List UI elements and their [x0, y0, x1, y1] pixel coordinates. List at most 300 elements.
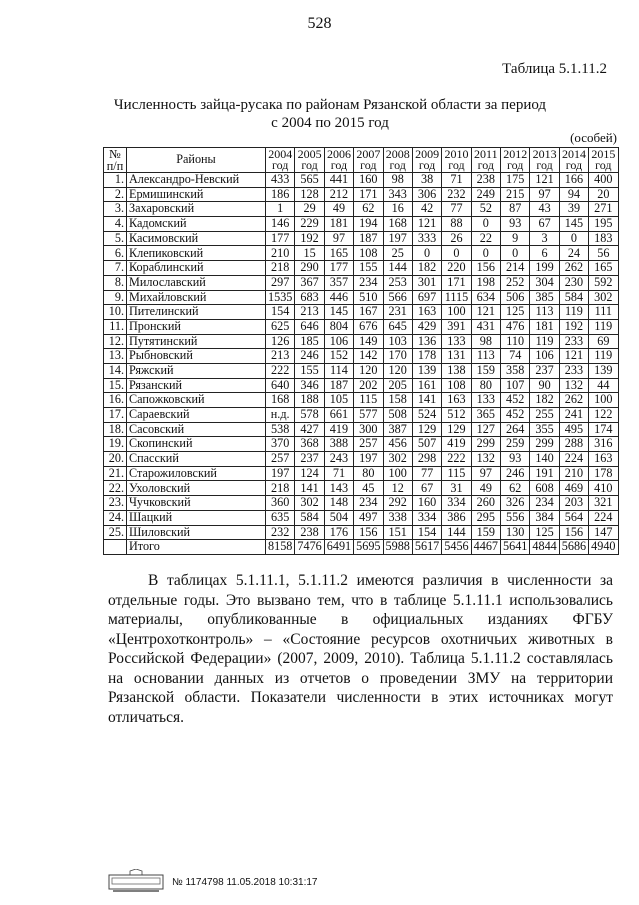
population-value: 584 [295, 510, 324, 525]
header-year-value: 2008 [385, 147, 410, 161]
population-value: 218 [266, 261, 295, 276]
district-name: Клепиковский [127, 246, 266, 261]
population-value: 130 [501, 525, 530, 540]
population-value: 367 [295, 275, 324, 290]
table-row [104, 275, 619, 290]
population-value: 16 [383, 202, 412, 217]
population-value: 271 [589, 202, 618, 217]
population-value: 306 [412, 187, 441, 202]
population-value: 469 [559, 481, 588, 496]
population-value: 360 [266, 496, 295, 511]
population-value: 93 [501, 217, 530, 232]
header-year [501, 148, 530, 173]
population-value: 429 [412, 319, 441, 334]
row-number: 24. [104, 510, 127, 525]
population-value: 26 [442, 231, 471, 246]
population-value: 44 [589, 378, 618, 393]
population-value: 69 [589, 334, 618, 349]
total-value: 6491 [324, 540, 353, 555]
population-value: 192 [559, 319, 588, 334]
population-value: 77 [442, 202, 471, 217]
header-year-suffix: год [418, 158, 436, 172]
population-value: 512 [442, 408, 471, 423]
population-value: 94 [559, 187, 588, 202]
total-label: Итого [127, 540, 266, 555]
population-value: 171 [442, 275, 471, 290]
header-year [442, 148, 471, 173]
table-row [104, 437, 619, 452]
population-value: 302 [295, 496, 324, 511]
population-value: 136 [412, 334, 441, 349]
total-number-blank [104, 540, 127, 555]
population-value: 143 [324, 481, 353, 496]
population-value: 238 [295, 525, 324, 540]
population-value: 181 [530, 319, 559, 334]
population-value: 107 [501, 378, 530, 393]
population-value: 301 [412, 275, 441, 290]
row-number: 9. [104, 290, 127, 305]
population-value: 119 [530, 334, 559, 349]
population-value: 158 [383, 393, 412, 408]
population-value: 182 [530, 393, 559, 408]
population-value: 198 [471, 275, 500, 290]
population-value: 133 [471, 393, 500, 408]
district-name: Кадомский [127, 217, 266, 232]
population-value: 56 [589, 246, 618, 261]
district-name: Касимовский [127, 231, 266, 246]
population-value: 155 [354, 261, 383, 276]
population-value: 0 [501, 246, 530, 261]
district-name: Старожиловский [127, 466, 266, 481]
district-name: Сараевский [127, 408, 266, 423]
population-value: 176 [324, 525, 353, 540]
population-value: 12 [383, 481, 412, 496]
population-value: 0 [471, 217, 500, 232]
row-number: 19. [104, 437, 127, 452]
population-value: 264 [501, 422, 530, 437]
district-name: Ряжский [127, 363, 266, 378]
population-value: 133 [442, 334, 471, 349]
population-value: 388 [324, 437, 353, 452]
population-value: 262 [559, 261, 588, 276]
header-year-value: 2009 [415, 147, 440, 161]
row-number: 15. [104, 378, 127, 393]
population-value: 456 [383, 437, 412, 452]
population-value: 304 [530, 275, 559, 290]
population-value: 186 [266, 187, 295, 202]
row-number: 14. [104, 363, 127, 378]
population-value: 506 [501, 290, 530, 305]
population-value: 97 [324, 231, 353, 246]
population-value: 365 [471, 408, 500, 423]
header-year-suffix: год [389, 158, 406, 172]
population-value: 165 [324, 246, 353, 261]
population-value: 297 [266, 275, 295, 290]
population-value: 661 [324, 408, 353, 423]
total-value: 5617 [412, 540, 441, 555]
district-name: Рыбновский [127, 349, 266, 364]
population-value: 183 [589, 231, 618, 246]
population-value: 62 [501, 481, 530, 496]
row-number: 3. [104, 202, 127, 217]
population-value: 299 [530, 437, 559, 452]
row-number: 16. [104, 393, 127, 408]
population-value: 167 [354, 305, 383, 320]
population-value: 243 [324, 452, 353, 467]
population-value: 145 [559, 217, 588, 232]
population-value: 300 [354, 422, 383, 437]
population-value: 119 [559, 305, 588, 320]
row-number: 20. [104, 452, 127, 467]
population-value: 592 [589, 275, 618, 290]
population-value: 9 [501, 231, 530, 246]
population-value: 108 [442, 378, 471, 393]
population-value: 132 [559, 378, 588, 393]
population-value: 121 [471, 305, 500, 320]
population-value: 202 [354, 378, 383, 393]
population-value: 110 [501, 334, 530, 349]
district-name: Рязанский [127, 378, 266, 393]
population-value: н.д. [266, 408, 295, 423]
header-year-value: 2010 [444, 147, 469, 161]
population-value: 15 [295, 246, 324, 261]
population-value: 43 [530, 202, 559, 217]
population-value: 419 [442, 437, 471, 452]
population-value: 431 [471, 319, 500, 334]
row-number: 13. [104, 349, 127, 364]
population-value: 495 [559, 422, 588, 437]
total-value: 4844 [530, 540, 559, 555]
header-year-value: 2005 [297, 147, 322, 161]
population-value: 338 [383, 510, 412, 525]
table-row [104, 496, 619, 511]
population-value: 156 [354, 525, 383, 540]
population-value: 160 [412, 496, 441, 511]
population-value: 49 [471, 481, 500, 496]
population-value: 295 [471, 510, 500, 525]
population-value: 29 [295, 202, 324, 217]
population-value: 577 [354, 408, 383, 423]
population-value: 100 [442, 305, 471, 320]
population-value: 538 [266, 422, 295, 437]
population-value: 400 [589, 173, 618, 188]
population-value: 556 [501, 510, 530, 525]
district-name: Шацкий [127, 510, 266, 525]
population-value: 232 [442, 187, 471, 202]
table-row [104, 393, 619, 408]
population-value: 386 [442, 510, 471, 525]
population-value: 181 [324, 217, 353, 232]
population-value: 22 [471, 231, 500, 246]
population-value: 97 [471, 466, 500, 481]
population-value: 188 [295, 393, 324, 408]
header-year [412, 148, 441, 173]
population-value: 148 [324, 496, 353, 511]
table-row [104, 305, 619, 320]
table-row [104, 378, 619, 393]
population-value: 452 [501, 393, 530, 408]
header-year-value: 2011 [474, 147, 498, 161]
population-value: 507 [412, 437, 441, 452]
population-value: 149 [354, 334, 383, 349]
table-row [104, 481, 619, 496]
population-value: 80 [354, 466, 383, 481]
population-value: 25 [383, 246, 412, 261]
population-value: 119 [589, 349, 618, 364]
population-value: 316 [589, 437, 618, 452]
row-number: 11. [104, 319, 127, 334]
population-value: 290 [295, 261, 324, 276]
registry-stamp-icon [108, 869, 164, 895]
population-value: 24 [559, 246, 588, 261]
header-year [295, 148, 324, 173]
population-value: 113 [530, 305, 559, 320]
population-value: 0 [471, 246, 500, 261]
total-value: 4467 [471, 540, 500, 555]
total-value: 5686 [559, 540, 588, 555]
population-value: 212 [324, 187, 353, 202]
district-name: Сасовский [127, 422, 266, 437]
total-value: 4940 [589, 540, 618, 555]
population-value: 203 [559, 496, 588, 511]
population-value: 804 [324, 319, 353, 334]
population-value: 178 [412, 349, 441, 364]
header-year-value: 2015 [591, 147, 616, 161]
population-value: 80 [471, 378, 500, 393]
population-value: 31 [442, 481, 471, 496]
population-value: 194 [354, 217, 383, 232]
population-value: 387 [383, 422, 412, 437]
population-value: 355 [530, 422, 559, 437]
population-value: 0 [442, 246, 471, 261]
population-value: 257 [354, 437, 383, 452]
table-row [104, 202, 619, 217]
population-value: 141 [295, 481, 324, 496]
table-row [104, 290, 619, 305]
header-year-suffix: год [595, 158, 612, 172]
district-name: Спасский [127, 452, 266, 467]
population-value: 103 [383, 334, 412, 349]
population-value: 326 [501, 496, 530, 511]
population-value: 298 [412, 452, 441, 467]
total-value: 8158 [266, 540, 295, 555]
population-value: 113 [471, 349, 500, 364]
title-line-2: с 2004 по 2015 год [271, 115, 389, 131]
table-row [104, 334, 619, 349]
population-value: 97 [530, 187, 559, 202]
table-header-row [104, 148, 619, 173]
population-value: 132 [471, 452, 500, 467]
table-row [104, 363, 619, 378]
population-value: 127 [471, 422, 500, 437]
header-year-suffix: год [565, 158, 583, 172]
table-row [104, 466, 619, 481]
population-value: 49 [324, 202, 353, 217]
district-name: Сапожковский [127, 393, 266, 408]
header-districts: Районы [127, 148, 266, 173]
population-value: 410 [589, 481, 618, 496]
population-value: 210 [266, 246, 295, 261]
population-value: 214 [501, 261, 530, 276]
population-value: 187 [354, 231, 383, 246]
population-value: 168 [266, 393, 295, 408]
population-value: 151 [383, 525, 412, 540]
population-value: 222 [266, 363, 295, 378]
district-name: Шиловский [127, 525, 266, 540]
header-year [471, 148, 500, 173]
population-value: 510 [354, 290, 383, 305]
district-name: Захаровский [127, 202, 266, 217]
population-value: 131 [442, 349, 471, 364]
table-row [104, 246, 619, 261]
population-value: 175 [501, 173, 530, 188]
population-value: 87 [501, 202, 530, 217]
population-value: 229 [295, 217, 324, 232]
population-value: 646 [295, 319, 324, 334]
population-value: 145 [324, 305, 353, 320]
population-value: 210 [559, 466, 588, 481]
total-row [104, 540, 619, 555]
row-number: 2. [104, 187, 127, 202]
population-value: 195 [589, 217, 618, 232]
population-value: 446 [324, 290, 353, 305]
units-label: (особей) [570, 130, 617, 145]
population-value: 249 [471, 187, 500, 202]
population-value: 608 [530, 481, 559, 496]
header-year-value: 2006 [326, 147, 351, 161]
table-row [104, 525, 619, 540]
population-value: 106 [324, 334, 353, 349]
header-year-suffix: год [271, 158, 289, 172]
population-value: 419 [324, 422, 353, 437]
district-name: Михайловский [127, 290, 266, 305]
population-value: 120 [383, 363, 412, 378]
population-value: 504 [324, 510, 353, 525]
population-value: 232 [266, 525, 295, 540]
population-value: 260 [471, 496, 500, 511]
row-number: 8. [104, 275, 127, 290]
population-value: 584 [559, 290, 588, 305]
population-value: 163 [589, 452, 618, 467]
district-name: Пронский [127, 319, 266, 334]
district-name: Ухоловский [127, 481, 266, 496]
population-value: 163 [412, 305, 441, 320]
population-value: 165 [589, 261, 618, 276]
population-value: 98 [383, 173, 412, 188]
row-number: 1. [104, 173, 127, 188]
row-number: 21. [104, 466, 127, 481]
population-value: 119 [589, 319, 618, 334]
population-value: 170 [383, 349, 412, 364]
population-value: 141 [412, 393, 441, 408]
population-value: 106 [530, 349, 559, 364]
population-value: 697 [412, 290, 441, 305]
population-value: 129 [442, 422, 471, 437]
population-value: 182 [412, 261, 441, 276]
population-value: 676 [354, 319, 383, 334]
population-value: 224 [589, 510, 618, 525]
population-value: 385 [530, 290, 559, 305]
population-value: 105 [324, 393, 353, 408]
population-value: 142 [354, 349, 383, 364]
population-value: 197 [383, 231, 412, 246]
header-year [559, 148, 588, 173]
population-value: 98 [471, 334, 500, 349]
population-value: 452 [501, 408, 530, 423]
header-year-value: 2007 [356, 147, 381, 161]
table-row [104, 319, 619, 334]
population-value: 566 [383, 290, 412, 305]
header-year-suffix: год [301, 158, 318, 172]
population-value: 163 [442, 393, 471, 408]
header-year [266, 148, 295, 173]
header-year-value: 2012 [503, 147, 528, 161]
row-number: 4. [104, 217, 127, 232]
table-row [104, 408, 619, 423]
population-value: 146 [266, 217, 295, 232]
table-row [104, 231, 619, 246]
population-value: 259 [501, 437, 530, 452]
table-label: Таблица 5.1.11.2 [502, 61, 607, 77]
population-value: 125 [530, 525, 559, 540]
population-value: 237 [295, 452, 324, 467]
header-year-suffix: год [360, 158, 377, 172]
population-value: 564 [559, 510, 588, 525]
population-value: 124 [295, 466, 324, 481]
population-value: 233 [559, 334, 588, 349]
population-value: 231 [383, 305, 412, 320]
body-paragraph: В таблицах 5.1.11.1, 5.1.11.2 имеются различия в численности за отдельные годы. Это вызвано тем, что в таблице 5.1.11.1 использовались материалы, опубликованные в официальных изданиях ФГБУ «Центрохотконтроль» – «Состояние ресурсов охотничьих животных в Российской Федерации» (2007, 2009, 2010). Таблица 5.1.11.2 составлялась на основании данных из отчетов о проведении ЗМУ на территории Рязанской области. Показатели численности в этих источниках могут отличаться. [108, 572, 613, 726]
population-value: 125 [501, 305, 530, 320]
population-value: 357 [324, 275, 353, 290]
district-name: Пителинский [127, 305, 266, 320]
population-value: 246 [295, 349, 324, 364]
population-value: 191 [530, 466, 559, 481]
population-value: 121 [530, 173, 559, 188]
population-value: 234 [354, 275, 383, 290]
population-value: 215 [501, 187, 530, 202]
population-value: 213 [295, 305, 324, 320]
population-value: 370 [266, 437, 295, 452]
population-value: 497 [354, 510, 383, 525]
total-value: 5988 [383, 540, 412, 555]
population-value: 3 [530, 231, 559, 246]
population-value: 625 [266, 319, 295, 334]
population-value: 233 [559, 363, 588, 378]
page-number: 528 [307, 15, 332, 32]
population-value: 234 [354, 496, 383, 511]
population-value: 115 [354, 393, 383, 408]
row-number: 22. [104, 481, 127, 496]
population-value: 166 [559, 173, 588, 188]
population-value: 185 [295, 334, 324, 349]
population-value: 1 [266, 202, 295, 217]
population-value: 74 [501, 349, 530, 364]
population-value: 144 [383, 261, 412, 276]
population-value: 67 [412, 481, 441, 496]
row-number: 12. [104, 334, 127, 349]
population-value: 230 [559, 275, 588, 290]
population-value: 140 [530, 452, 559, 467]
header-year [324, 148, 353, 173]
header-year [589, 148, 618, 173]
population-value: 262 [559, 393, 588, 408]
population-value: 0 [559, 231, 588, 246]
population-value: 156 [471, 261, 500, 276]
population-value: 160 [354, 173, 383, 188]
population-value: 302 [589, 290, 618, 305]
population-value: 62 [354, 202, 383, 217]
